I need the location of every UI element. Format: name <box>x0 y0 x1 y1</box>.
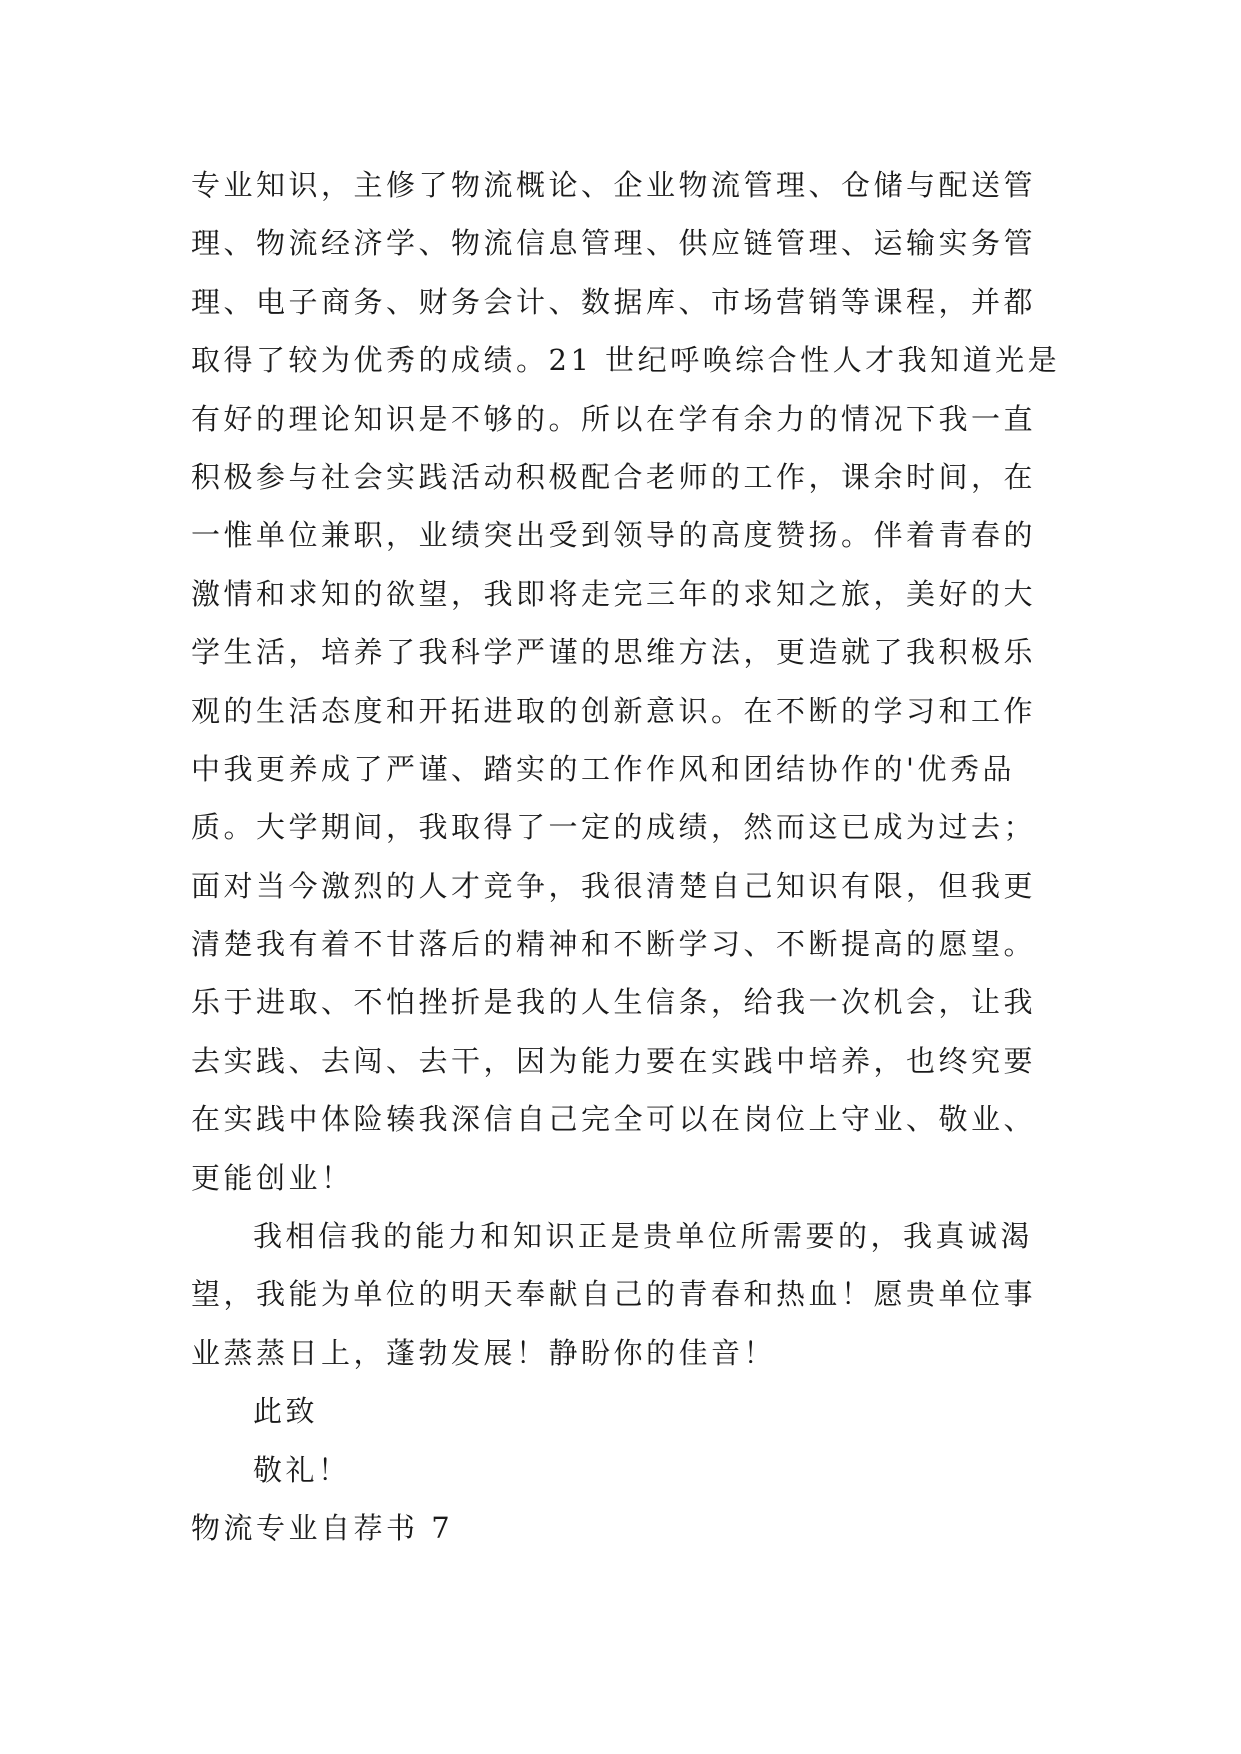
text-line: 质。大学期间，我取得了一定的成绩，然而这已成为过去； <box>191 810 1037 845</box>
text-line: 去实践、去闯、去干，因为能力要在实践中培养，也终究要 <box>191 1043 1037 1078</box>
text-line: 理、物流经济学、物流信息管理、供应链管理、运输实务管 <box>191 226 1037 261</box>
text-line: 积极参与社会实践活动积极配合老师的工作，课余时间，在 <box>191 459 1037 494</box>
letter-body <box>191 156 1091 1557</box>
text-line: 取得了较为优秀的成绩。21 世纪呼唤综合性人才我知道光是 <box>191 343 1061 378</box>
closing-regards: 敬礼！ <box>253 1452 351 1487</box>
text-line: 中我更养成了严谨、踏实的工作作风和团结协作的'优秀品 <box>191 751 1015 786</box>
closing-salutation: 此致 <box>253 1394 319 1429</box>
text-line: 观的生活态度和开拓进取的创新意识。在不断的学习和工作 <box>191 693 1037 728</box>
text-line: 乐于进取、不怕挫折是我的人生信条，给我一次机会，让我 <box>191 985 1037 1020</box>
text-line: 面对当今激烈的人才竞争，我很清楚自己知识有限，但我更 <box>191 868 1037 903</box>
text-line: 激情和求知的欲望，我即将走完三年的求知之旅，美好的大 <box>191 576 1037 611</box>
text-line: 更能创业！ <box>191 1160 354 1195</box>
text-line: 清楚我有着不甘落后的精神和不断学习、不断提高的愿望。 <box>191 927 1037 962</box>
text-line: 学生活，培养了我科学严谨的思维方法，更造就了我积极乐 <box>191 635 1037 670</box>
text-line: 专业知识，主修了物流概论、企业物流管理、仓储与配送管 <box>191 168 1037 202</box>
text-line: 一惟单位兼职，业绩突出受到领导的高度赞扬。伴着青春的 <box>191 518 1037 553</box>
text-line: 理、电子商务、财务会计、数据库、市场营销等课程，并都 <box>191 284 1037 319</box>
text-line: 在实践中体险辏我深信自己完全可以在岗位上守业、敬业、 <box>191 1102 1037 1137</box>
text-line: 望，我能为单位的明天奉献自己的青春和热血！愿贵单位事 <box>191 1277 1037 1312</box>
section-heading: 物流专业自荐书 7 <box>191 1510 454 1545</box>
text-line: 业蒸蒸日上，蓬勃发展！静盼你的佳音！ <box>191 1335 777 1370</box>
text-line: 有好的理论知识是不够的。所以在学有余力的情况下我一直 <box>191 401 1037 436</box>
paragraph-start-line: 我相信我的能力和知识正是贵单位所需要的，我真诚渴 <box>253 1219 1034 1254</box>
